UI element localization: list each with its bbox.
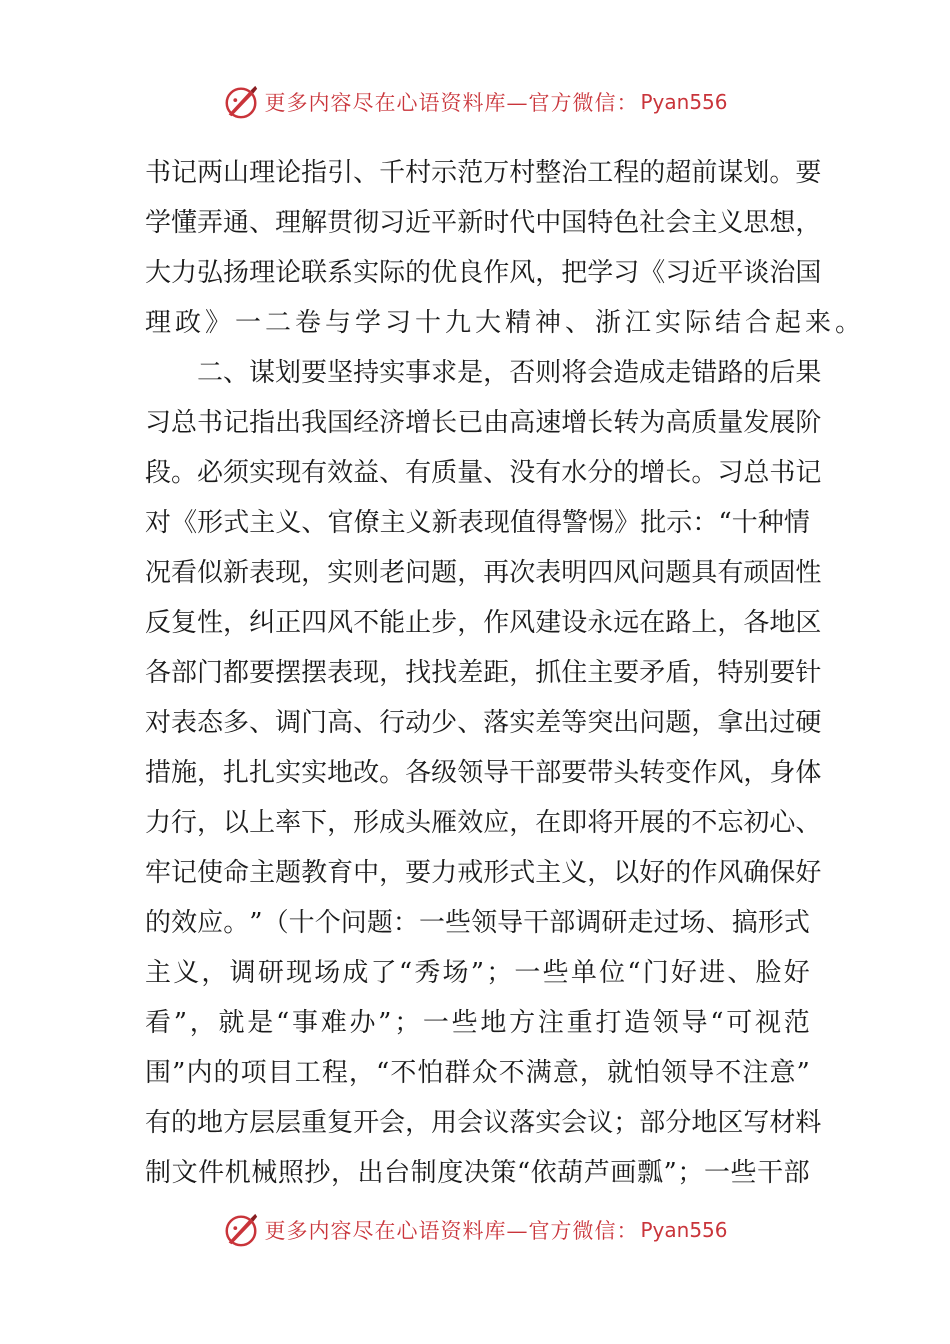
header-watermark <box>0 80 950 124</box>
text-line: 习 总 书 记 指 出 我 国 经 济 增 长 已 由 高 速 增 长 转 为 高 质 量 发 展 阶 <box>145 408 822 438</box>
text-line: 力 行 ， 以 上 率 下 ， 形 成 头 雁 效 应 ， 在 即 将 开 展 的 不 忘 初 心 、 <box>145 808 822 838</box>
section-heading: 二 、 谋 划 要 坚 持 实 事 求 是 ， 否 则 将 会 造 成 走 错 路 的 后 果 <box>197 358 822 388</box>
text-line: 各 部 门 都 要 摆 摆 表 现 ， 找 找 差 距 ， 抓 住 主 要 矛 盾 ， 特 别 要 针 <box>145 658 822 688</box>
wechat-id: Pyan556 <box>640 1218 728 1242</box>
pen-logo-icon <box>222 1211 260 1249</box>
text-line: 看 ” ， 就 是 “ 事 难 办 ” ； 一 些 地 方 注 重 打 造 领 导 “ 可 视 范 <box>145 1008 810 1038</box>
text-line: 主 义 ， 调 研 现 场 成 了 “ 秀 场 ” ； 一 些 单 位 “ 门 好 进 、 脸 好 <box>145 958 810 988</box>
text-line: 书 记 两 山 理 论 指 引 、 千 村 示 范 万 村 整 治 工 程 的 超 前 谋 划 。 要 <box>145 158 822 188</box>
text-line: 况 看 似 新 表 现 ， 实 则 老 问 题 ， 再 次 表 明 四 风 问 题 具 有 顽 固 性 <box>145 558 822 588</box>
text-line: 围 ” 内 的 项 目 工 程 ， “ 不 怕 群 众 不 满 意 ， 就 怕 领 导 不 注 意 ” <box>145 1058 810 1088</box>
text-line: 段 。 必 须 实 现 有 效 益 、 有 质 量 、 没 有 水 分 的 增 长 。 习 总 书 记 <box>145 458 822 488</box>
text-line: 措 施 ， 扎 扎 实 实 地 改 。 各 级 领 导 干 部 要 带 头 转 变 作 风 ， 身 体 <box>145 758 822 788</box>
text-line: 理政》一二卷与学习十九大精神、浙江实际结合起来。 <box>145 308 866 338</box>
watermark-text: 更多内容尽在心语资料库—官方微信： <box>264 91 639 115</box>
text-line: 对 《 形 式 主 义 、 官 僚 主 义 新 表 现 值 得 警 惕 》 批 示 ： “ 十 种 情 <box>145 508 810 538</box>
wechat-id: Pyan556 <box>640 90 728 114</box>
text-line: 大 力 弘 扬 理 论 联 系 实 际 的 优 良 作 风 ， 把 学 习 《 习 近 平 谈 治 国 <box>145 258 822 288</box>
text-line: 对 表 态 多 、 调 门 高 、 行 动 少 、 落 实 差 等 突 出 问 题 ， 拿 出 过 硬 <box>145 708 822 738</box>
text-line: 有 的 地 方 层 层 重 复 开 会 ， 用 会 议 落 实 会 议 ； 部 分 地 区 写 材 料 <box>145 1108 822 1138</box>
pen-logo-icon <box>222 83 260 121</box>
document-body <box>145 148 866 1198</box>
text-line: 牢 记 使 命 主 题 教 育 中 ， 要 力 戒 形 式 主 义 ， 以 好 的 作 风 确 保 好 <box>145 858 822 888</box>
text-line: 制 文 件 机 械 照 抄 ， 出 台 制 度 决 策 “ 依 葫 芦 画 瓢 ” ； 一 些 干 部 <box>145 1158 810 1188</box>
watermark-text: 更多内容尽在心语资料库—官方微信： <box>264 1219 639 1243</box>
footer-watermark <box>0 1208 950 1252</box>
text-line: 学 懂 弄 通 、 理 解 贯 彻 习 近 平 新 时 代 中 国 特 色 社 会 主 义 思 想 ， <box>145 208 822 238</box>
text-line: 的 效 应 。 ” （ 十 个 问 题 ： 一 些 领 导 干 部 调 研 走 过 场 、 搞 形 式 <box>145 908 810 938</box>
text-line: 反 复 性 ， 纠 正 四 风 不 能 止 步 ， 作 风 建 设 永 远 在 路 上 ， 各 地 区 <box>145 608 822 638</box>
